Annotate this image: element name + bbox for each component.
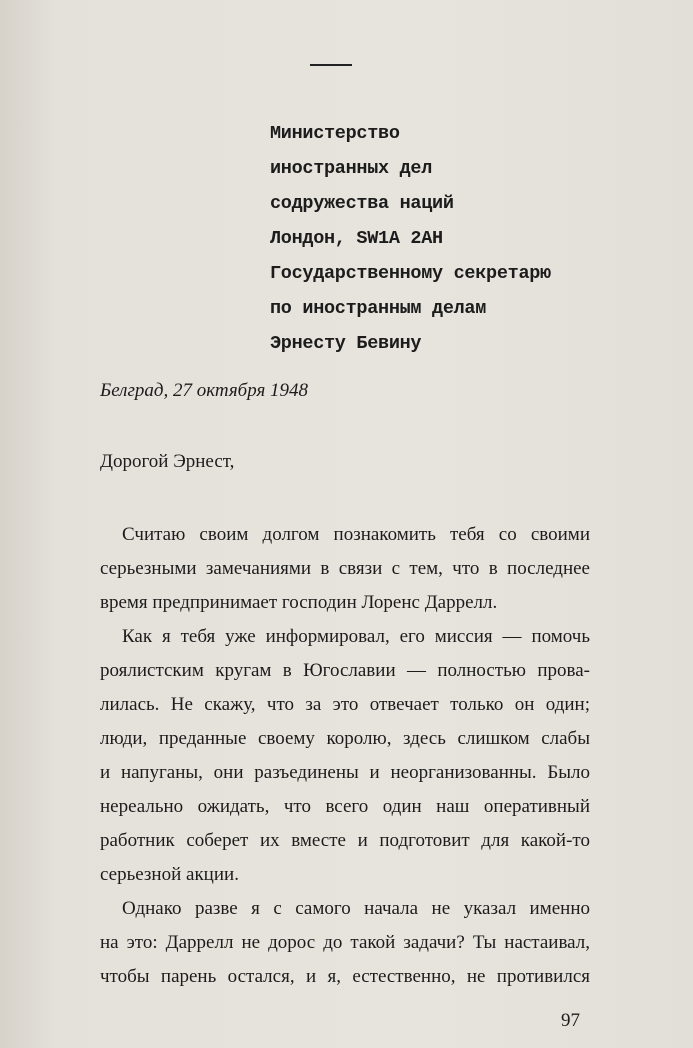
address-line: Министерство — [270, 123, 400, 144]
text-line: лилась. Не скажу, что за это отвечает только он один; — [100, 694, 590, 715]
text-line: нереально ожидать, что всего один наш оперативный — [100, 796, 590, 817]
address-line: Эрнесту Бевину — [270, 333, 422, 354]
text-line: работник соберет их вместе и подготовит для какой-то — [100, 830, 590, 851]
address-line: по иностранным делам — [270, 298, 487, 319]
address-block — [270, 116, 690, 361]
page-number: 97 — [561, 1010, 580, 1031]
text-line: Как я тебя уже информировал, его миссия — помочь — [122, 626, 590, 647]
address-line: Лондон, SW1A 2AH — [270, 228, 443, 249]
text-line: роялистским кругам в Югославии — полностью прова- — [100, 660, 590, 681]
text-line: люди, преданные своему королю, здесь слишком слабы — [100, 728, 590, 749]
address-line: содружества наций — [270, 193, 454, 214]
letter-body — [100, 518, 590, 994]
text-line: серьезными замечаниями в связи с тем, что в последнее — [100, 558, 590, 579]
text-line: и напуганы, они разъединены и неорганизованны. Было — [100, 762, 590, 783]
text-line: Однако разве я с самого начала не указал именно — [122, 898, 590, 919]
salutation: Дорогой Эрнест, — [100, 451, 235, 472]
section-divider — [310, 64, 352, 66]
text-line: серьезной акции. — [100, 864, 239, 885]
place-date: Белград, 27 октября 1948 — [100, 380, 309, 401]
text-line: время предпринимает господин Лоренс Даррелл. — [100, 592, 498, 613]
text-line: чтобы парень остался, и я, естественно, не противился — [100, 966, 590, 987]
text-line: Считаю своим долгом познакомить тебя со своими — [122, 524, 590, 545]
address-line: Государственному секретарю — [270, 263, 551, 284]
address-line: иностранных дел — [270, 158, 433, 179]
text-line: на это: Даррелл не дорос до такой задачи? Ты настаивал, — [100, 932, 590, 953]
